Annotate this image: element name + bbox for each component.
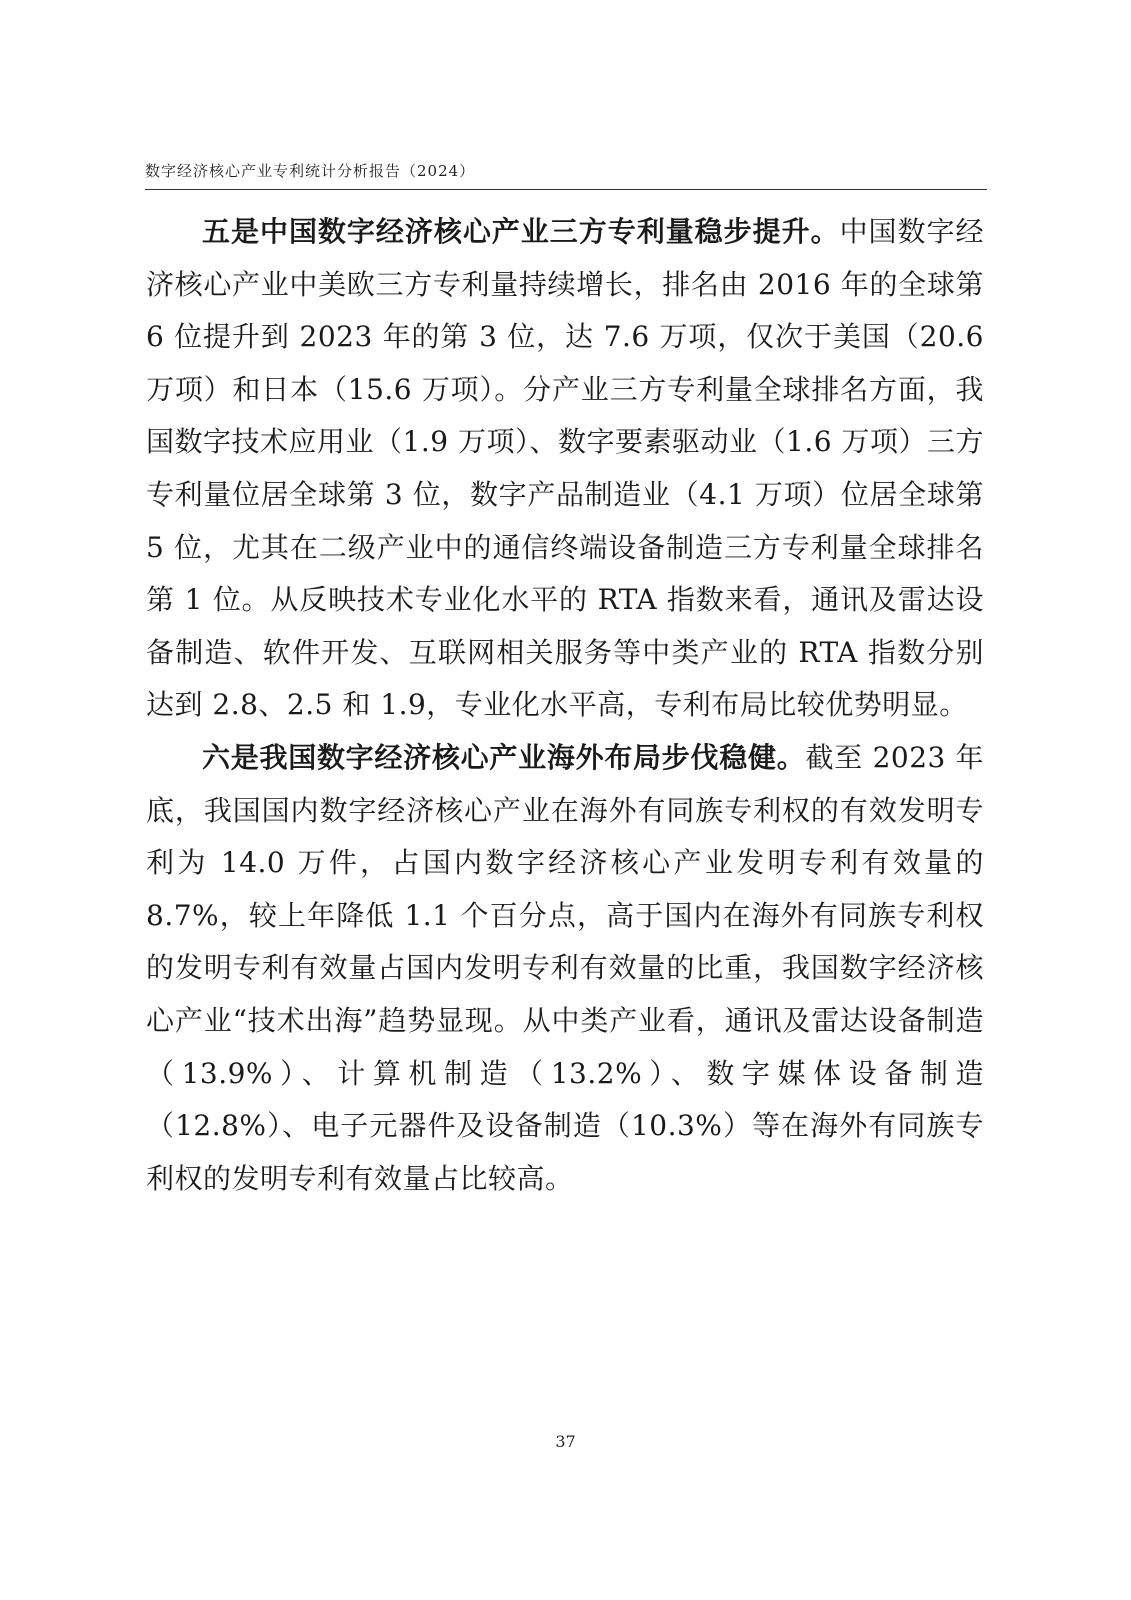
running-header: 数字经济核心产业专利统计分析报告（2024）	[145, 162, 476, 180]
report-body	[146, 206, 984, 1205]
paragraph-overseas-layout	[146, 732, 984, 1205]
paragraph-text: 中国数字经济核心产业中美欧三方专利量持续增长，排名由 2016 年的全球第 6 位提升到 2023 年的第 3 位，达 7.6 万项，仅次于美国（20.6 万项）和日本（15.6 万项）。分产业三方专利量全球排名方面，我国数字技术应用业（1.9 万项）、数字要素驱动业（1.6 万项）三方专利量位居全球第 3 位，数字产品制造业（4.1 万项）位居全球第 5 位，尤其在二级产业中的通信终端设备制造三方专利量全球排名第 1 位。从反映技术专业化水平的 RTA 指数来看，通讯及雷达设备制造、软件开发、互联网相关服务等中类产业的 RTA 指数分别达到 2.8、2.5 和 1.9，专业化水平高，专利布局比较优势明显。	[146, 215, 984, 722]
page-number: 37	[555, 1432, 576, 1451]
paragraph-patent-ranking	[146, 206, 984, 732]
paragraph-text: 截至 2023 年底，我国国内数字经济核心产业在海外有同族专利权的有效发明专利为 14.0 万件，占国内数字经济核心产业发明专利有效量的 8.7%，较上年降低 1.1 个百分点，高于国内在海外有同族专利权的发明专利有效量占国内发明专利有效量的比重，我国数字经济核心产业“技术出海”趋势显现。从中类产业看，通讯及雷达设备制造（13.9%）、计算机制造（13.2%）、数字媒体设备制造（12.8%）、电子元器件及设备制造（10.3%）等在海外有同族专利权的发明专利有效量占比较高。	[146, 740, 984, 1195]
paragraph-lead: 五是中国数字经济核心产业三方专利量稳步提升。	[202, 215, 840, 248]
header-divider	[145, 189, 987, 190]
paragraph-lead: 六是我国数字经济核心产业海外布局步伐稳健。	[202, 740, 806, 774]
